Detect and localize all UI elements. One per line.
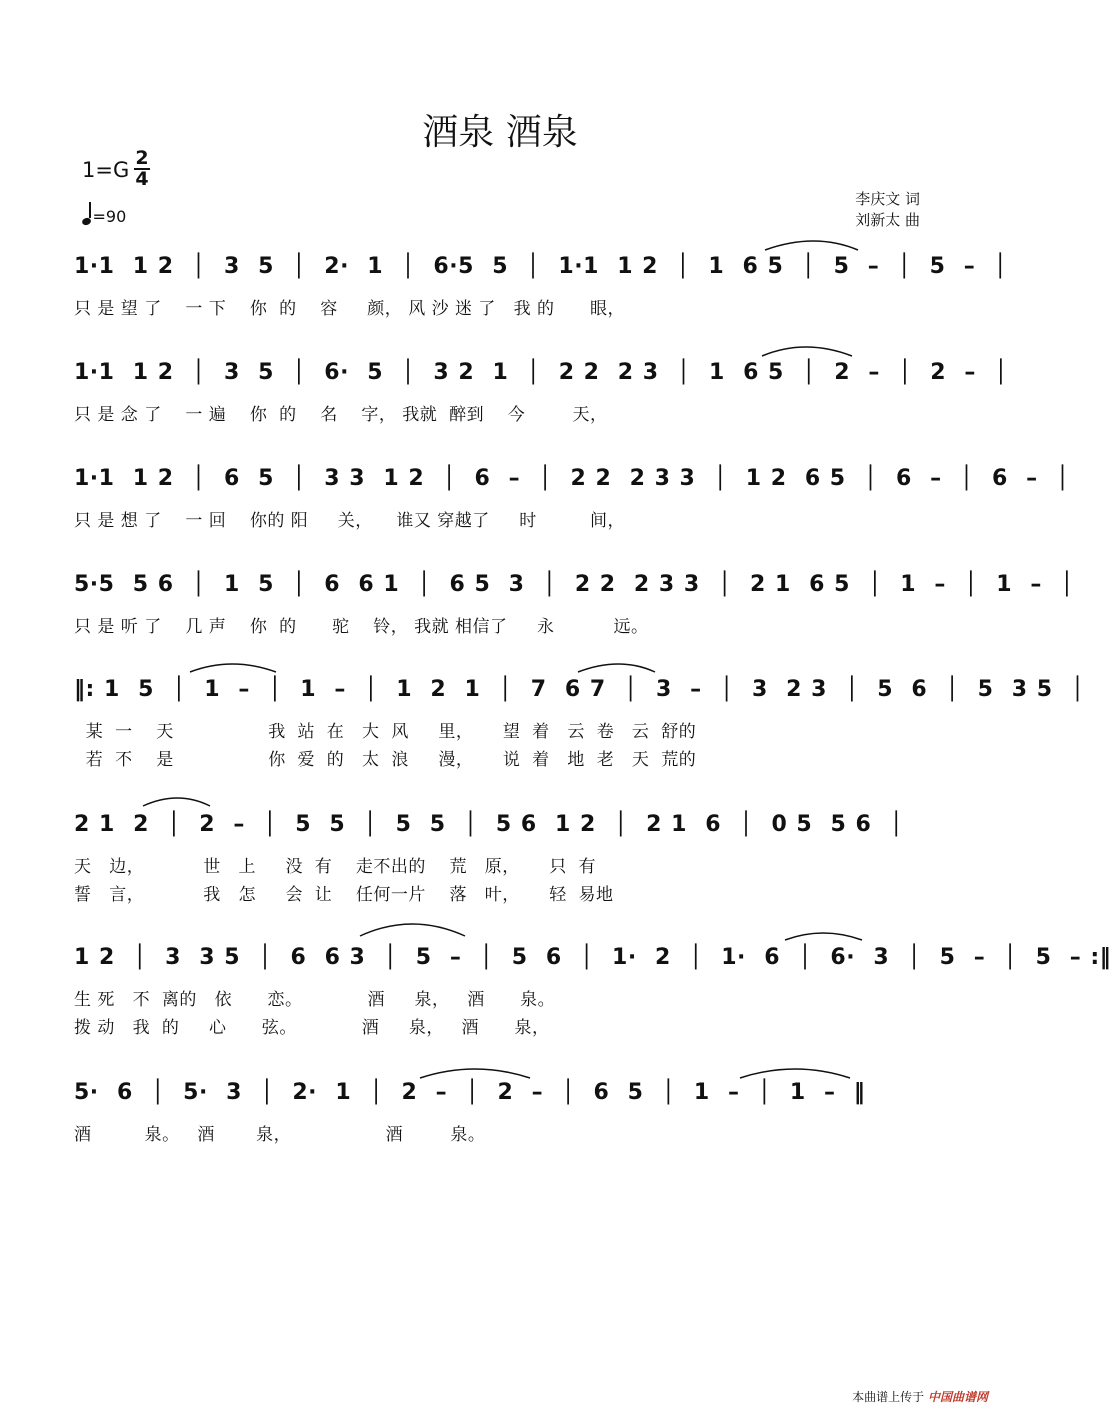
notation-row: 1 2 │ 3 3 5 │ 6 6 3 │ 5 – │ 5 6 │ 1· 2 │ 1· 6 │ 6· 3 │ 5 – │ 5 – :‖ (74, 945, 1111, 970)
time-sig-bottom: 4 (135, 168, 149, 190)
slur-arc (765, 241, 858, 250)
lyrics-verse-1: 生 死 不 离的 依 恋。 酒 泉， 酒 泉。 (74, 990, 556, 1010)
slur-arc (785, 933, 862, 940)
lyrics-verse-2: 誓 言， 我 怎 会 让 任何一片 落 叶， 轻 易地 (74, 885, 614, 905)
lyricist: 李庆文 词 (855, 190, 920, 208)
time-signature (134, 147, 150, 190)
slur-arc (143, 798, 210, 806)
lyrics-verse-1: 只 是 望 了 一 下 你 的 容 颜， 风 沙 迷 了 我 的 眼， (74, 299, 625, 319)
slur-arc (190, 664, 276, 672)
slur-arc (740, 1069, 850, 1078)
site-logo: 中国曲谱网 (927, 1390, 988, 1404)
lyrics-verse-1: 天 边， 世 上 没 有 走不出的 荒 原， 只 有 (74, 857, 597, 877)
song-title: 酒泉 酒泉 (422, 112, 578, 153)
lyrics-verse-1: 某 一 天 我 站 在 大 风 里， 望 着 云 卷 云 舒的 (74, 722, 697, 742)
notation-row: 2 1 2 │ 2 – │ 5 5 │ 5 5 │ 5 6 1 2 │ 2 1 6 │ 0 5 5 6 │ (74, 812, 904, 837)
lyrics-verse-1: 只 是 念 了 一 遍 你 的 名 字， 我就 醉到 今 天， (74, 405, 608, 425)
key-signature (82, 147, 149, 190)
lyrics-verse-2: 拨 动 我 的 心 弦。 酒 泉， 酒 泉， (74, 1018, 550, 1038)
slur-arc (420, 1069, 530, 1078)
tempo-value: =90 (92, 207, 127, 226)
time-sig-top: 2 (135, 147, 149, 169)
slur-arc (578, 664, 655, 672)
notation-row: 1·1 1 2 │ 3 5 │ 6· 5 │ 3 2 1 │ 2 2 2 3 │ 1 6 5 │ 2 – │ 2 – │ (74, 360, 1008, 385)
slur-arc (762, 347, 852, 356)
footer-text: 本曲谱上传于 (852, 1390, 925, 1404)
lyrics-verse-1: 只 是 听 了 几 声 你 的 驼 铃， 我就 相信了 永 远。 (74, 617, 649, 637)
notation-row: 5·5 5 6 │ 1 5 │ 6 6 1 │ 6 5 3 │ 2 2 2 3 3 │ 2 1 6 5 │ 1 – │ 1 – │ (74, 572, 1074, 597)
footer (852, 1388, 988, 1405)
lyrics-verse-1: 只 是 想 了 一 回 你的 阳 关， 谁又 穿越了 时 间， (74, 511, 625, 531)
composer: 刘新太 曲 (855, 211, 920, 229)
lyrics-verse-2: 若 不 是 你 爱 的 太 浪 漫， 说 着 地 老 天 荒的 (74, 750, 697, 770)
key-label: 1=G (82, 158, 130, 182)
notation-row: 1·1 1 2 │ 6 5 │ 3 3 1 2 │ 6 – │ 2 2 2 3 3 │ 1 2 6 5 │ 6 – │ 6 – │ (74, 466, 1070, 491)
tempo-marking (82, 206, 126, 226)
notation-row: ‖: 1 5 │ 1 – │ 1 – │ 1 2 1 │ 7 6 7 │ 3 – │ 3 2 3 │ 5 6 │ 5 3 5 │ (74, 677, 1085, 702)
quarter-note-icon (82, 207, 93, 226)
lyrics-verse-1: 酒 泉。 酒 泉， 酒 泉。 (74, 1125, 486, 1145)
notation-row: 1·1 1 2 │ 3 5 │ 2· 1 │ 6·5 5 │ 1·1 1 2 │ 1 6 5 │ 5 – │ 5 – │ (74, 254, 1008, 279)
credits (855, 189, 920, 231)
slur-arc (360, 924, 465, 936)
notation-row: 5· 6 │ 5· 3 │ 2· 1 │ 2 – │ 2 – │ 6 5 │ 1 – │ 1 – ‖ (74, 1080, 866, 1105)
